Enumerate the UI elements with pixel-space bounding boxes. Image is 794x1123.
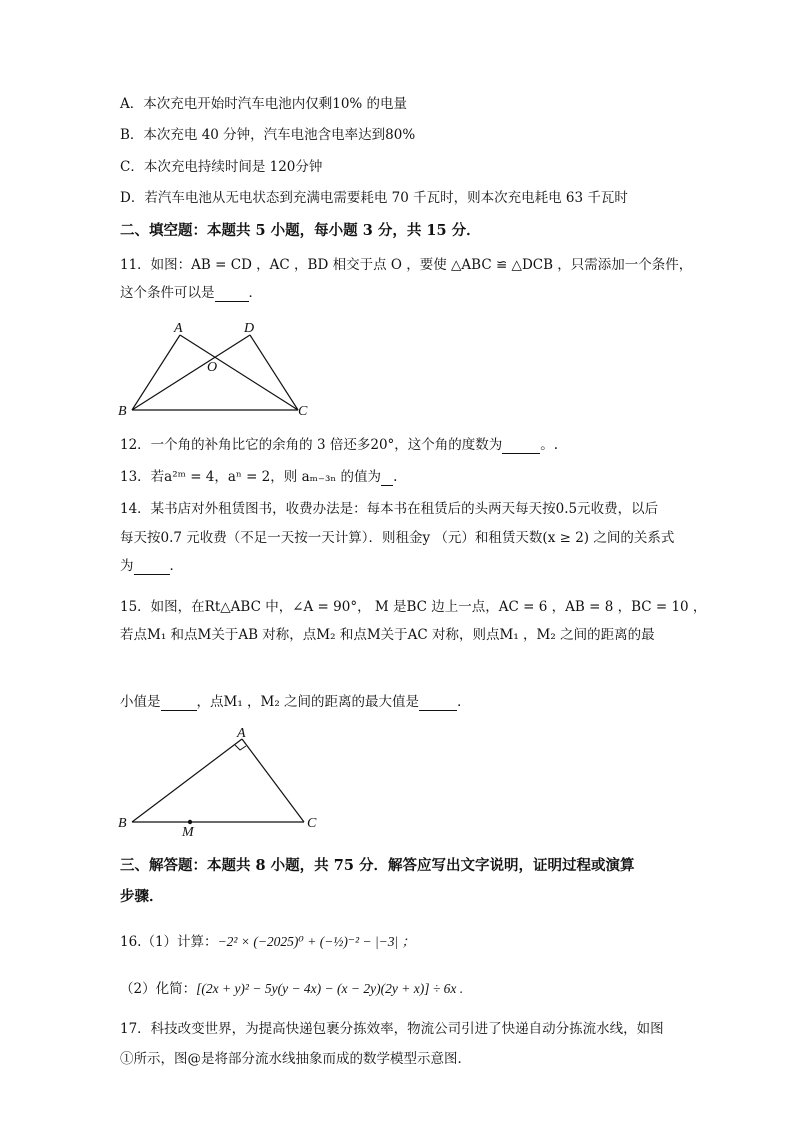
label-B: B	[118, 816, 127, 831]
section-2-heading: 二、填空题：本题共 5 小题，每小题 3 分，共 15 分．	[120, 222, 481, 239]
q15-prompt-min: 小值是	[120, 694, 161, 710]
q11-line1: 11．如图：AB = CD ，AC ，BD 相交于点 O ，要使 △ABC ≌ △DCB ，只需添加一个条件，	[120, 257, 693, 273]
q15-line1: 15．如图，在Rt△ABC 中，∠A = 90°， M 是BC 边上一点，AC = 6 ，AB = 8 ，BC = 10 ，	[120, 599, 707, 615]
label-C: C	[307, 816, 317, 831]
q14-line3	[120, 558, 183, 575]
segment-BA	[132, 739, 242, 822]
q14-line1: 14．某书店对外租赁图书，收费办法是：每本书在租赁后的头两天每天按0.5元收费，以后	[120, 501, 659, 517]
q15-end: ．	[457, 694, 471, 710]
q13-text: 13．若a²ᵐ = 4，aⁿ = 2，则 aₘ₋₃ₙ 的值为	[120, 469, 382, 485]
q17-line2: ①所示，图@是将部分流水线抽象而成的数学模型示意图．	[120, 1051, 471, 1067]
q16-part2-label: （2）化简：	[120, 981, 197, 997]
label-A: A	[237, 726, 246, 741]
segment-AC	[242, 739, 304, 822]
q14-answer-blank	[134, 558, 170, 575]
label-A: A	[174, 321, 183, 336]
q12-end: 。.	[540, 437, 559, 453]
q16-part2	[120, 981, 463, 997]
q11-prompt: 这个条件可以是	[120, 285, 215, 301]
q14-end: ．	[169, 558, 183, 574]
q12	[120, 437, 558, 454]
label-D: D	[244, 321, 255, 336]
label-C: C	[298, 404, 308, 419]
q17-line1: 17．科技改变世界，为提高快递包裹分拣效率，物流公司引进了快递自动分拣流水线，如图	[120, 1021, 664, 1037]
option-b: B．本次充电 40 分钟，汽车电池含电率达到80%	[120, 127, 416, 143]
q11-answer-blank	[215, 285, 249, 302]
q15-figure	[112, 726, 332, 840]
q11-end: ．	[248, 285, 262, 301]
q12-answer-blank	[502, 437, 540, 454]
q11-figure	[110, 318, 330, 423]
q15-line3	[120, 694, 471, 711]
q15-line2: 若点M₁ 和点M关于AB 对称，点M₂ 和点M关于AC 对称，则点M₁ ，M₂ 之间的距离的最	[120, 627, 655, 643]
q12-text: 12．一个角的补角比它的余角的 3 倍还多20°，这个角的度数为	[120, 437, 503, 453]
q13-answer-blank	[381, 469, 393, 486]
q14-prompt: 为	[120, 558, 134, 574]
option-c: C．本次充电持续时间是 120分钟	[120, 159, 323, 175]
q15-answer-blank-max	[419, 694, 457, 711]
q13-end: .	[393, 469, 398, 485]
option-d: D．若汽车电池从无电状态到充满电需要耗电 70 千瓦时，则本次充电耗电 63 千瓦时	[120, 190, 628, 206]
q16-part2-expression: [(2x + y)² − 5y(y − 4x) − (x − 2y)(2y + x)] ÷ 6x .	[196, 981, 464, 996]
segment-AC	[180, 335, 298, 410]
q15-answer-blank-min	[161, 694, 197, 711]
q14-line2: 每天按0.7 元收费（不足一天按一天计算）．则租金y （元）和租赁天数(x ≥ 2) 之间的关系式	[120, 530, 675, 546]
q11-line2	[120, 285, 262, 302]
section-3-heading-line1: 三、解答题：本题共 8 小题，共 75 分．解答应写出文字说明，证明过程或演算	[120, 857, 635, 874]
segment-BA	[132, 335, 180, 410]
label-O: O	[207, 360, 218, 375]
q13	[120, 469, 397, 486]
label-B: B	[118, 404, 127, 419]
section-3-heading-line2: 步骤．	[120, 888, 164, 905]
option-a: A．本次充电开始时汽车电池内仅剩10% 的电量	[120, 96, 408, 112]
q16-part1-expression: −2² × (−2025)⁰ + (−½)⁻² − |−3| ；	[217, 934, 416, 949]
q16-part1	[120, 934, 415, 950]
label-M: M	[182, 825, 194, 840]
point-M	[188, 820, 192, 824]
segment-DC	[250, 335, 298, 410]
right-angle-mark	[235, 745, 246, 750]
segment-BD	[132, 335, 250, 410]
q15-prompt-max: ，点M₁ ，M₂ 之间的距离的最大值是	[196, 694, 420, 710]
q16-part1-label: 16.（1）计算：	[120, 934, 218, 950]
